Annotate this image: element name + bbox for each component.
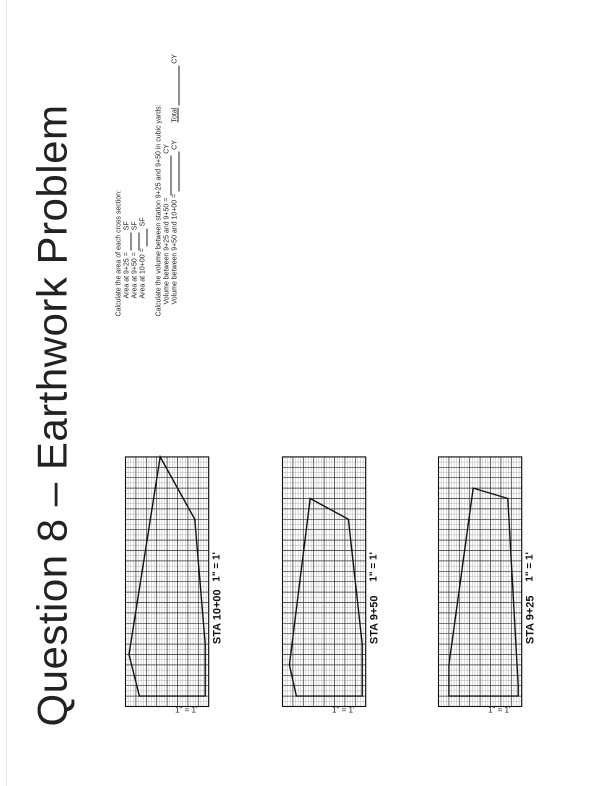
horizontal-scale-label: 1" = 1' [211, 551, 223, 582]
cross-section-3 [438, 456, 536, 714]
answer-blank[interactable] [140, 228, 147, 246]
vertical-scale-label: 1" = 1' [487, 705, 510, 714]
volume-row-2: Volume between 9+50 and 10+00 = CY Total CY [171, 53, 178, 304]
area-row-3: Area at 10+00 = SF [139, 216, 146, 298]
horizontal-scale-label: 1" = 1' [368, 551, 380, 582]
station-label: STA 10+00 [211, 588, 224, 644]
vertical-scale-label: 1" = 1' [331, 705, 354, 714]
answer-blank[interactable] [164, 155, 171, 195]
answer-blank[interactable] [172, 151, 179, 191]
cross-section-1 [125, 456, 223, 714]
station-label: STA 9+25 [524, 594, 537, 644]
area-prompt: Calculate the area of each cross section: [115, 189, 122, 316]
area-row-2: Area at 9+50 = SF [131, 220, 138, 298]
section-outline [289, 498, 362, 696]
total-label: Total [171, 107, 178, 122]
vertical-scale-label: 1" = 1' [174, 705, 197, 714]
answer-blank[interactable] [132, 232, 139, 250]
volume-row-1: Volume between 9+25 and 9+50 = CY [163, 143, 170, 304]
area-row-1: Area at 9+25 = SF [123, 220, 130, 298]
volume-prompt: Calculate the volume between station 9+25 and 9+50 in cubic yards: [155, 103, 162, 316]
answer-blank[interactable] [124, 232, 131, 250]
section-outline [448, 488, 517, 696]
station-label: STA 9+50 [368, 594, 381, 644]
cross-section-2 [282, 456, 380, 714]
page-title: Question 8 – Earthwork Problem [28, 104, 75, 726]
instructions-block [115, 54, 179, 316]
horizontal-scale-label: 1" = 1' [524, 551, 536, 582]
total-blank[interactable] [172, 65, 179, 105]
